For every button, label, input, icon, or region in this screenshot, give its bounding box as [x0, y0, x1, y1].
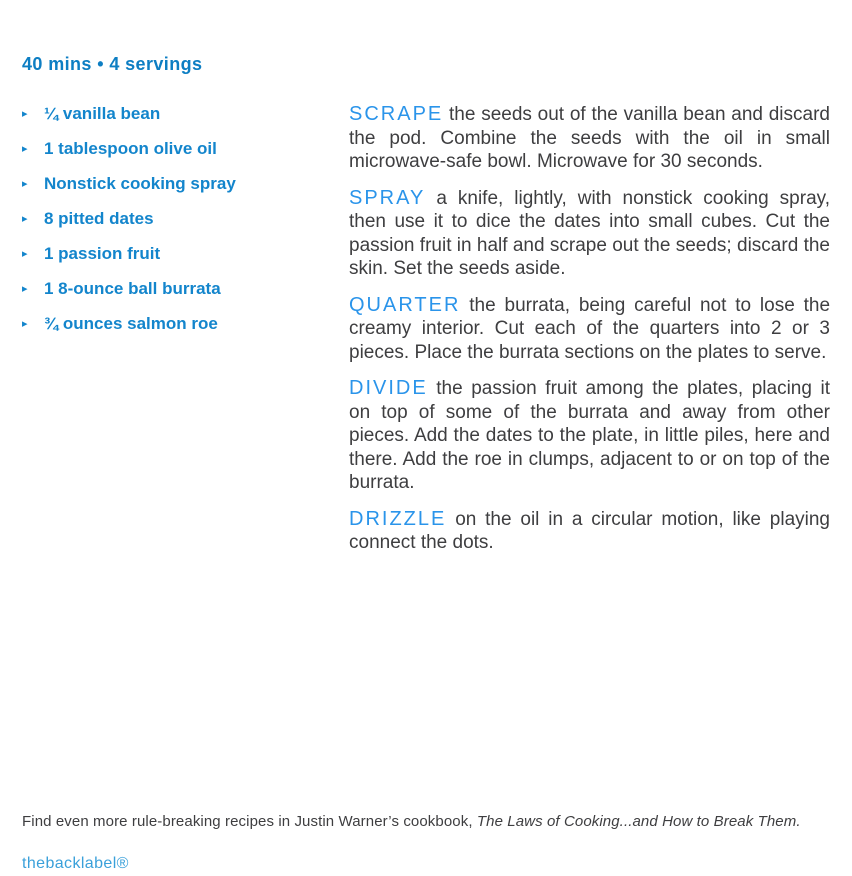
instruction-step	[349, 508, 830, 555]
instruction-step	[349, 294, 830, 365]
ingredient-item	[22, 173, 349, 195]
instruction-step	[349, 187, 830, 281]
ingredient-label: ¾ ounces salmon roe	[44, 314, 218, 333]
step-text: the seeds out of the vanilla bean and discard the pod. Combine the seeds with the oil in small microwave-safe bowl. Microwave for 30 seconds.	[349, 104, 830, 172]
step-verb: QUARTER	[349, 293, 461, 316]
triangle-bullet-icon: ▸	[22, 213, 28, 225]
step-text: the burrata, being careful not to lose the creamy interior. Cut each of the quarters into 2 or 3 pieces. Place the burrata sections on the plates to serve.	[349, 294, 831, 363]
triangle-bullet-icon: ▸	[22, 248, 28, 260]
ingredient-label: 1 passion fruit	[44, 244, 161, 263]
step-verb: SPRAY	[349, 186, 426, 209]
ingredient-label: ¼ vanilla bean	[44, 104, 161, 123]
ingredient-item	[22, 138, 349, 160]
ingredient-label: 8 pitted dates	[44, 209, 154, 228]
recipe-columns	[22, 103, 830, 568]
instruction-step	[349, 103, 830, 174]
ingredient-item	[22, 208, 349, 230]
ingredient-item	[22, 103, 349, 125]
triangle-bullet-icon: ▸	[22, 318, 28, 330]
step-verb: DIVIDE	[349, 377, 428, 399]
ingredient-label: 1 8-ounce ball burrata	[44, 279, 221, 298]
triangle-bullet-icon: ▸	[22, 143, 28, 155]
step-verb: DRIZZLE	[349, 507, 447, 530]
triangle-bullet-icon: ▸	[22, 108, 28, 120]
instruction-step	[349, 377, 830, 495]
triangle-bullet-icon: ▸	[22, 283, 28, 295]
instructions	[349, 103, 830, 568]
footer-note	[22, 813, 801, 830]
recipe-meta: 40 mins • 4 servings	[22, 54, 203, 74]
brand-logo[interactable]: thebacklabel®	[22, 855, 129, 872]
footer-note-text: Find even more rule-breaking recipes in Justin Warner’s cookbook,	[22, 813, 477, 830]
ingredient-item	[22, 313, 349, 335]
triangle-bullet-icon: ▸	[22, 178, 28, 190]
ingredient-item	[22, 278, 349, 300]
ingredient-label: Nonstick cooking spray	[44, 174, 236, 193]
ingredient-item	[22, 243, 349, 265]
book-title: The Laws of Cooking...and How to Break Them.	[476, 813, 801, 830]
step-text: the passion fruit among the plates, placing it on top of some of the burrata and away from other pieces. Add the dates to the plate, in little piles, here and there. Add the roe in clumps, adjacent to or on top of the burrata.	[349, 378, 830, 493]
step-verb: SCRAPE	[349, 103, 444, 125]
ingredient-label: 1 tablespoon olive oil	[44, 139, 217, 158]
step-text: a knife, lightly, with nonstick cooking spray, then use it to dice the dates into small cubes. Cut the passion fruit in half and scrape out the seeds; discard the skin. Set the seeds aside.	[349, 187, 831, 279]
ingredients-list	[22, 103, 349, 568]
step-text: on the oil in a circular motion, like playing connect the dots.	[349, 508, 831, 553]
